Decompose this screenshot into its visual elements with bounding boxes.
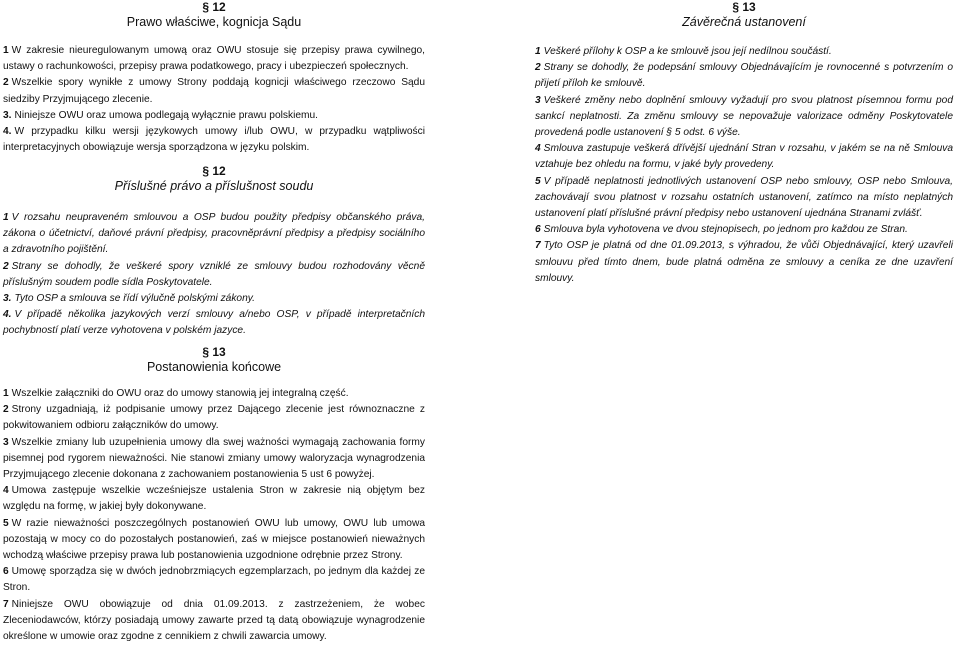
paragraph-2 <box>535 60 953 92</box>
paragraph-text: W przypadku kilku wersji językowych umowy i/lub OWU, w przypadku wątpliwości interpretacyjnych obowiązuje wersja sporządzona w języku polskim. <box>3 126 425 154</box>
paragraph-text: Umowę sporządza się w dwóch jednobrzmiących egzemplarzach, po jednym dla każdej ze Stron. <box>3 566 425 594</box>
section-cz-13 <box>535 0 953 284</box>
section-body <box>3 386 425 645</box>
paragraph-number: 4. <box>3 309 12 321</box>
paragraph-text: Umowa zastępuje wszelkie wcześniejsze ustalenia Stron w zakresie nią objętym bez względu na formę, w jakiej były dokonywane. <box>3 485 425 513</box>
paragraph-text: Veškeré přílohy k OSP a ke smlouvě jsou její nedílnou součástí. <box>543 46 832 57</box>
section-pl-13 <box>3 345 425 643</box>
paragraph-text: Tyto OSP a smlouva se řídí výlučně polskými zákony. <box>14 293 255 305</box>
paragraph-text: Smlouva zastupuje veškerá dřívější ujednání Stran v rozsahu, v jakém se na ně Smlouva vztahuje bez ohledu na formu, v jaké byly provedeny. <box>535 143 953 171</box>
paragraph-1 <box>3 386 425 402</box>
section-number: § 12 <box>202 0 226 14</box>
paragraph-text: Tyto OSP je platná od dne 01.09.2013, s výhradou, že vůči Objednávající, který uzavřeli smlouvu před tímto dnem, bude platná odměna ze smlouvy a ceníka ze dne uzavření smlouvy. <box>535 240 953 284</box>
section-title: Postanowienia końcowe <box>146 360 282 374</box>
section-pl-12 <box>3 0 425 154</box>
section-heading <box>535 0 953 30</box>
paragraph-text: Strany se dohodly, že podepsání smlouvy Objednávajícím je rovnocenné s potvrzením o přijetí příloh ke smlouvě. <box>535 62 953 90</box>
paragraph-text: Niniejsze OWU oraz umowa podlegają wyłącznie prawu polskiemu. <box>14 109 318 121</box>
paragraph-text: Niniejsze OWU obowiązuje od dnia 01.09.2013. z zastrzeżeniem, że wobec Zleceniodawców, którzy posiadają umowy zawarte przed tą datą obowiązuje wynagrodzenie określone w umowie oraz zgodne z cennikiem z chwili zawarcia umowy. <box>3 598 425 643</box>
paragraph-number: 7 <box>3 598 9 610</box>
paragraph-number: 6 <box>3 566 9 578</box>
paragraph-text: Wszelkie zmiany lub uzupełnienia umowy dla swej ważności wymagają zachowania formy pisemnej pod rygorem nieważności. Nie stanowi zmiany umowy waloryzacja wynagrodzenia Przyjmującego zlecenie dokonana z zachowaniem postanowienia 5 ust 6 powyżej. <box>3 436 425 481</box>
paragraph-text: Smlouva byla vyhotovena ve dvou stejnopisech, po jednom pro každou ze Stran. <box>543 224 908 236</box>
paragraph-number: 3. <box>3 293 12 305</box>
paragraph-number: 4. <box>3 126 12 138</box>
section-number: § 13 <box>202 345 226 359</box>
paragraph-number: 2 <box>535 62 541 74</box>
section-title: Prawo właściwe, kognicja Sądu <box>126 15 302 29</box>
section-body <box>3 43 425 156</box>
paragraph-text: V rozsahu neupraveném smlouvou a OSP budou použity předpisy občanského práva, zákona o účetnictví, daňové právní předpisy, pracovněprávní předpisy a předpisy sociálního a zdravotního pojištění. <box>3 212 425 256</box>
paragraph-number: 3. <box>3 109 12 121</box>
paragraph-2 <box>3 259 425 291</box>
paragraph-number: 2 <box>3 404 9 416</box>
paragraph-4 <box>3 124 425 156</box>
paragraph-1 <box>3 43 425 75</box>
paragraph-number: 7 <box>535 240 541 252</box>
paragraph-4 <box>3 307 425 339</box>
section-body <box>535 44 953 287</box>
section-title: Závěrečná ustanovení <box>682 15 806 29</box>
paragraph-number: 1 <box>3 212 9 223</box>
paragraph-number: 2 <box>3 260 9 272</box>
paragraph-5 <box>535 174 953 223</box>
paragraph-text: V případě několika jazykových verzí smlouvy a/nebo OSP, v případě interpretačních pochybností platí verze vyhotovena v polském jazyce. <box>3 309 425 337</box>
section-body <box>3 210 425 340</box>
paragraph-number: 4 <box>535 143 541 155</box>
paragraph-2 <box>3 75 425 107</box>
paragraph-text: Wszelkie spory wynikłe z umowy Strony poddają kognicji właściwego rzeczowo Sądu siedziby Przyjmującego zlecenie. <box>3 77 425 105</box>
paragraph-number: 6 <box>535 224 541 236</box>
paragraph-3 <box>3 291 425 307</box>
paragraph-number: 1 <box>535 46 541 57</box>
section-cz-12 <box>3 164 425 337</box>
paragraph-1 <box>535 44 953 60</box>
paragraph-4 <box>535 141 953 173</box>
paragraph-6 <box>3 564 425 596</box>
section-number: § 12 <box>202 164 226 178</box>
paragraph-text: Strany se dohodly, že veškeré spory vzniklé ze smlouvy budou rozhodovány věcně příslušným soudem podle sídla Poskytovatele. <box>3 260 425 288</box>
paragraph-number: 5 <box>535 175 541 187</box>
paragraph-2 <box>3 402 425 434</box>
paragraph-number: 3 <box>535 94 541 106</box>
paragraph-number: 2 <box>3 77 9 89</box>
paragraph-number: 1 <box>3 388 9 399</box>
paragraph-number: 3 <box>3 436 9 448</box>
section-heading <box>3 164 425 194</box>
paragraph-3 <box>3 435 425 484</box>
section-number: § 13 <box>732 0 756 14</box>
paragraph-number: 1 <box>3 45 9 56</box>
paragraph-text: Strony uzgadniają, iż podpisanie umowy przez Dającego zlecenie jest równoznaczne z pokwitowaniem odbioru załączników do umowy. <box>3 404 425 432</box>
paragraph-text: V případě neplatnosti jednotlivých ustanovení OSP nebo smlouvy, OSP nebo Smlouva, zachovávají svou platnost v rozsahu ostatních ustanovení, zatímco na místo neplatných ustanovení platí příslušné právní předpisy nebo ustanovení ujednána Stranami zvlášť. <box>535 175 953 220</box>
paragraph-5 <box>3 516 425 565</box>
paragraph-7 <box>535 238 953 287</box>
paragraph-number: 5 <box>3 517 9 529</box>
paragraph-3 <box>3 108 425 124</box>
paragraph-7 <box>3 597 425 645</box>
section-title: Příslušné právo a příslušnost soudu <box>114 179 314 193</box>
paragraph-4 <box>3 483 425 515</box>
paragraph-text: Veškeré změny nebo doplnění smlouvy vyžadují pro svou platnost písemnou formu pod sankcí neplatnosti. Za změnu smlouvy se nepovažuje valorizace odměny Poskytovatele provedená podle ustanovení § 5 odst. 6 výše. <box>535 94 953 139</box>
paragraph-text: W razie nieważności poszczególnych postanowień OWU lub umowy, OWU lub umowa pozostają w mocy co do pozostałych postanowień, zaś w miejsce postanowień nieważnych wchodzą właściwe przepisy prawa lub postanowienia uzgodnione odrębnie przez Strony. <box>3 517 425 562</box>
section-heading <box>3 0 425 30</box>
paragraph-text: Wszelkie załączniki do OWU oraz do umowy stanowią jej integralną część. <box>11 388 349 399</box>
paragraph-6 <box>535 222 953 238</box>
section-heading <box>3 345 425 375</box>
paragraph-text: W zakresie nieuregulowanym umową oraz OWU stosuje się przepisy prawa cywilnego, ustawy o rachunkowości, przepisy prawa podatkowego, pracy i ubezpieczeń społecznych. <box>3 45 425 73</box>
paragraph-1 <box>3 210 425 259</box>
paragraph-number: 4 <box>3 485 9 497</box>
paragraph-3 <box>535 93 953 142</box>
